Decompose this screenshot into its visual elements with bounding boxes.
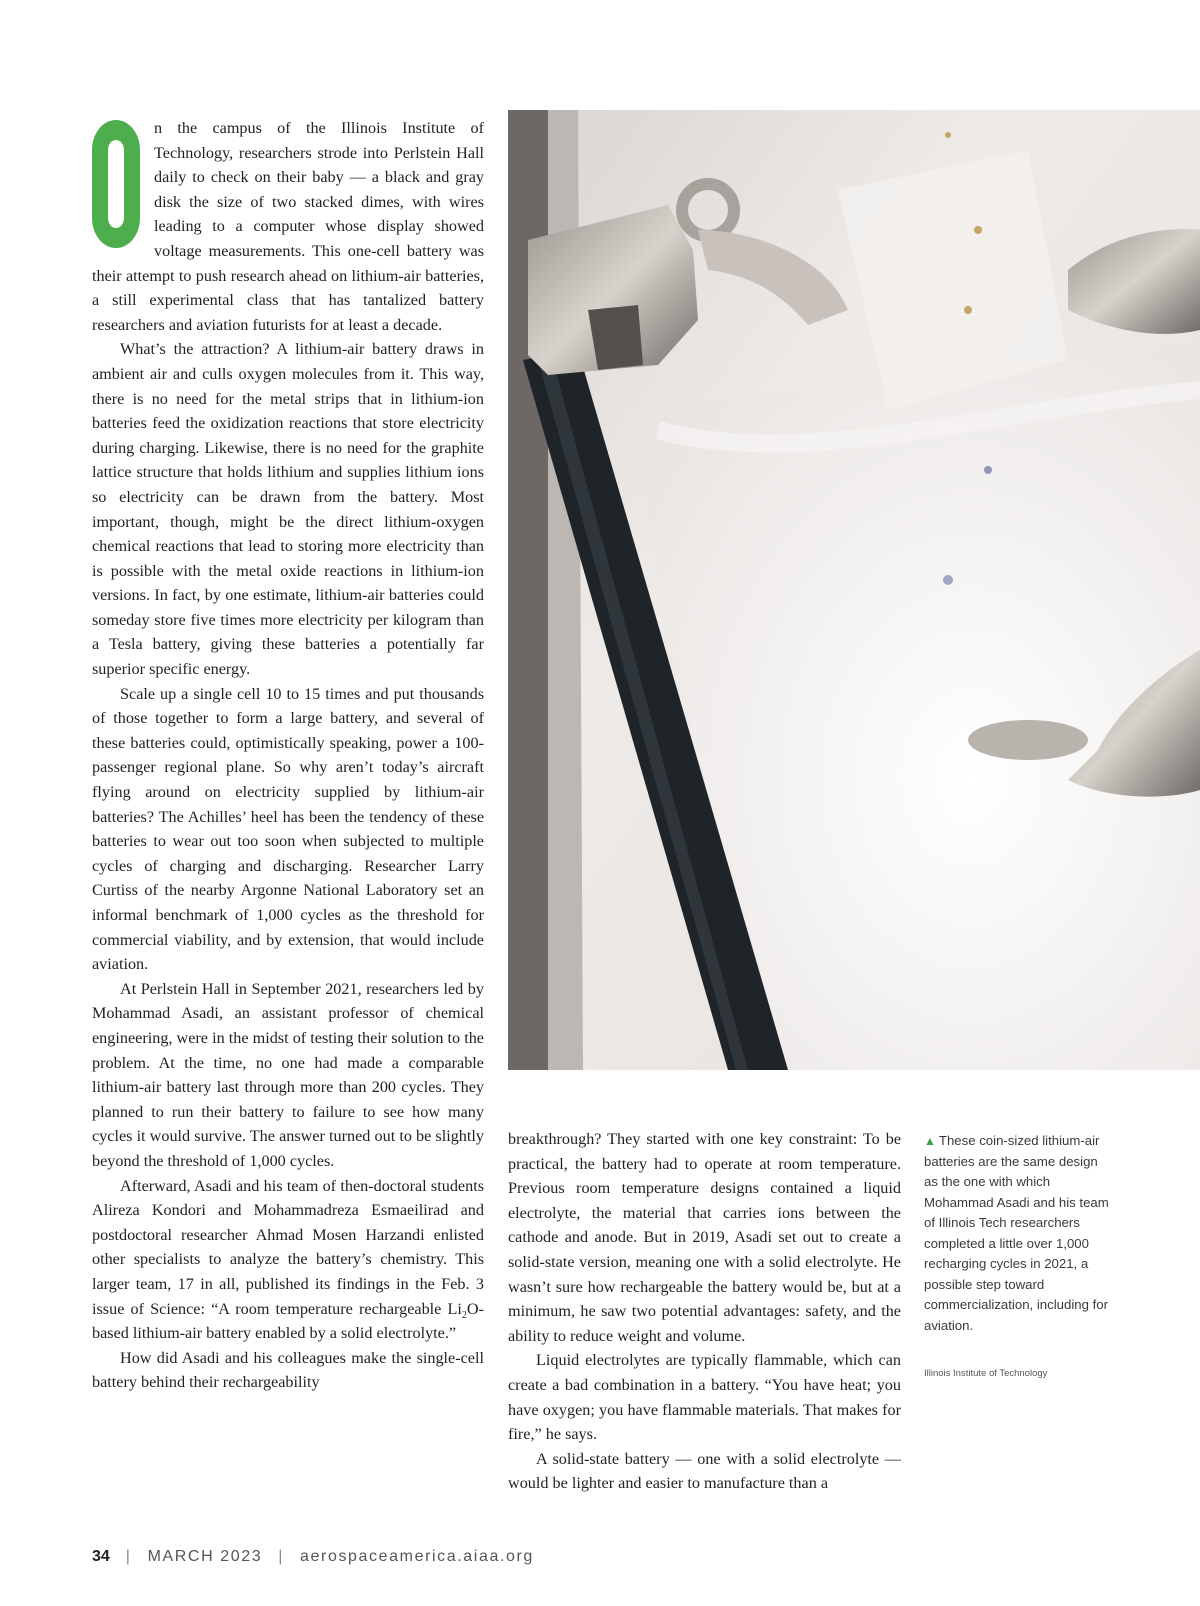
article-paragraph-1: O n the campus of the Illinois Institute of Technology, researchers strode into Perlstein Hall daily to check on their baby — a black and gray disk the size of two stacked dimes, with wires leading to a computer whose display showed voltage measurements. This one-cell battery was their attempt to push research ahead on lithium-air batteries, a still experimental class that has tantalized battery researchers and aviation futurists for at least a decade. (92, 119, 484, 334)
svg-text:O: O (116, 190, 117, 191)
page-number: 34 (92, 1548, 110, 1565)
article-paragraph-8: Liquid electrolytes are typically flammable, which can create a bad combination in a battery. “You have heat; you have oxygen; you have flammable materials. That makes for fire,” he says. (508, 1351, 901, 1444)
triangle-up-icon: ▲ (924, 1134, 936, 1148)
article-paragraph-7: breakthrough? They started with one key constraint: To be practical, the battery had to operate at room temperature. Previous room temperature designs contained a liquid electrolyte, the material that carries ions between the cathode and anode. But in 2019, Asadi set out to create a solid-state version, meaning one with a solid electrolyte. He wasn’t sure how rechargeable the battery would be, but at a minimum, he saw two potential advantages: safety, and the ability to reduce weight and volume. (508, 1130, 901, 1345)
footer-divider: | (125, 1548, 132, 1565)
battery-photo (508, 110, 1200, 1070)
dropcap-letter (92, 120, 140, 248)
article-paragraph-6: How did Asadi and his colleagues make the single-cell battery behind their rechargeability (92, 1348, 484, 1392)
article-column-middle (508, 1127, 901, 1496)
article-paragraph-2: What’s the attraction? A lithium-air battery draws in ambient air and culls oxygen molecules from it. This way, there is no need for the metal strips that in lithium-ion batteries feed the oxidization reactions that store electricity during charging. Likewise, there is no need for the graphite lattice structure that holds lithium and supplies lithium ions so electricity can be drawn from the battery. Most important, though, might be the direct lithium-oxygen chemical reactions that lead to storing more electricity than is possible with the metal oxide reactions in lithium-ion versions. In fact, by one estimate, lithium-air batteries could someday store five times more electricity per kilogram than a Tesla battery, giving these batteries a potentially far superior specific energy. (92, 340, 484, 679)
footer-divider: | (278, 1548, 285, 1565)
photo-caption: ▲ These coin-sized lithium-air batteries are the same design as the one with which Mohammad Asadi and his team of Illinois Tech researchers completed a little over 1,000 recharging cycles in 2021, a possible step toward commercialization, including for aviation. (924, 1133, 1109, 1333)
issue-date: MARCH 2023 (147, 1548, 263, 1565)
article-paragraph-3: Scale up a single cell 10 to 15 times and put thousands of those together to form a large battery, and several of these batteries could, optimistically speaking, power a 100-passenger regional plane. So why aren’t today’s aircraft flying around on electricity supplied by lithium-air batteries? The Achilles’ heel has been the tendency of these batteries to wear out too soon when subjected to multiple cycles of charging and discharging. Researcher Larry Curtiss of the nearby Argonne National Laboratory set an informal benchmark of 1,000 cycles as the threshold for commercial viability, and by extension, that would include aviation. (92, 684, 484, 974)
page-footer (92, 1548, 534, 1566)
article-paragraph-4: At Perlstein Hall in September 2021, researchers led by Mohammad Asadi, an assistant professor of chemical engineering, were in the midst of testing their solution to the problem. At the time, no one had made a comparable lithium-air battery last through more than 200 cycles. They planned to run their battery to failure to see how many cycles it would survive. The answer turned out to be slightly beyond the threshold of 1,000 cycles. (92, 979, 484, 1170)
article-column-left (92, 116, 484, 1395)
photo-credit: Illinois Institute of Technology (924, 1368, 1048, 1379)
article-paragraph-5: Afterward, Asadi and his team of then-doctoral students Alireza Kondori and Mohammadreza Esmaeilirad and postdoctoral researcher Ahmad Mosen Harzandi enlisted other specialists to analyze the battery’s chemistry. This larger team, 17 in all, published its findings in the Feb. 3 issue of Science: “A room temperature rechargeable $Li_2O$-based lithium-air battery enabled by a solid electrolyte.” (92, 1176, 484, 1343)
article-paragraph-9: A solid-state battery — one with a solid electrolyte — would be lighter and easier to manufacture than a (508, 1449, 901, 1493)
website-link[interactable]: aerospaceamerica.aiaa.org (300, 1548, 534, 1565)
